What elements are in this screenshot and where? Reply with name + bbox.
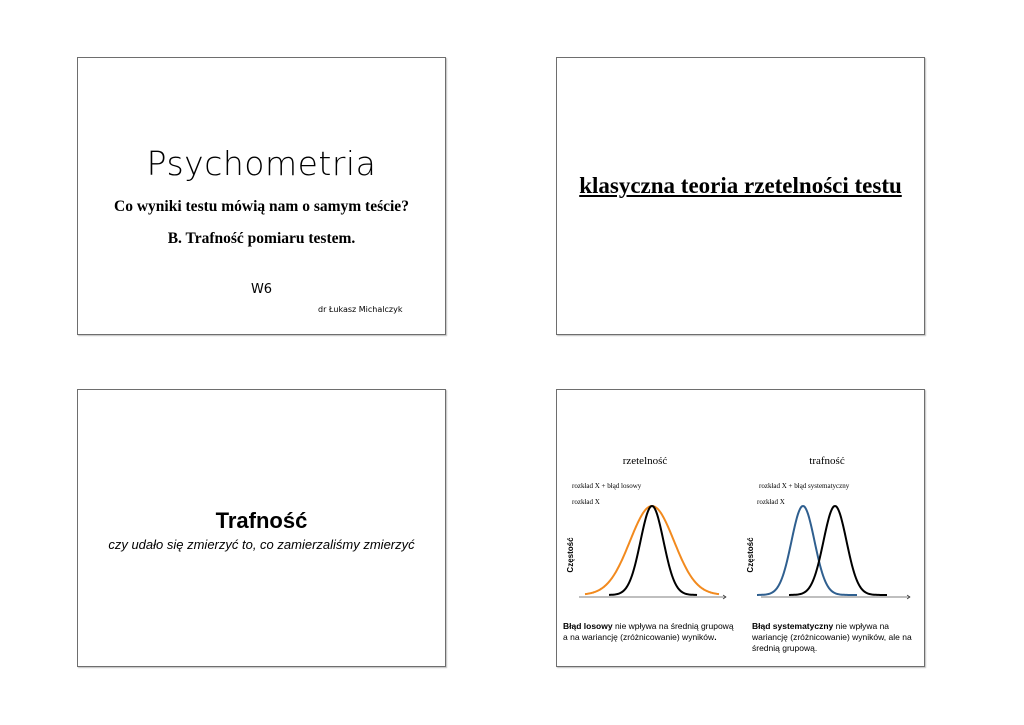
right-panel-title: trafność [809, 455, 845, 467]
random-error-curve [585, 506, 719, 594]
base-distribution-curve-right [789, 506, 887, 595]
caption-bold: Błąd systematyczny [752, 621, 834, 631]
slide-title: Psychometria [146, 144, 377, 183]
left-legend-base: rozkład X [572, 498, 600, 506]
slide-subtitle: czy udało się zmierzyć to, co zamierzaliśmy zmierzyć [108, 537, 415, 552]
caption-text: nie wpływa na wariancję (zróżnicowanie) wyników, ale na średnią grupową. [752, 621, 912, 653]
caption-text: nie wpływa na średnią grupową a na wariancję (zróżnicowanie) wyników [563, 621, 734, 642]
right-legend-base: rozkład X [757, 498, 785, 506]
slide-psychometria [77, 57, 446, 335]
left-legend-random: rozkład X + błąd losowy [572, 482, 642, 490]
left-panel-title: rzetelność [622, 455, 668, 467]
caption-bold: Błąd losowy [563, 621, 613, 631]
author-name: dr Łukasz Michalczyk [318, 305, 403, 314]
lecture-code: W6 [250, 282, 273, 297]
base-distribution-curve-left [609, 506, 697, 595]
slide-subtitle: B. Trafność pomiaru testem. [167, 230, 356, 247]
caption-period: . [714, 632, 717, 642]
caption-systematic-error [752, 621, 922, 654]
slide-reliability-validity-diagram [556, 389, 925, 667]
slide-classical-theory [556, 57, 925, 335]
slide-title: Trafność [215, 508, 308, 533]
right-ylabel: Częstość [746, 537, 755, 573]
slide-question: Co wyniki testu mówią nam o samym teście? [114, 198, 409, 215]
left-ylabel: Częstość [566, 537, 575, 573]
slide-title: klasyczna teoria rzetelności testu [579, 173, 902, 198]
caption-random-error [563, 621, 739, 643]
slide-trafnosc [77, 389, 446, 667]
right-legend-systematic: rozkład X + błąd systematyczny [759, 482, 850, 490]
